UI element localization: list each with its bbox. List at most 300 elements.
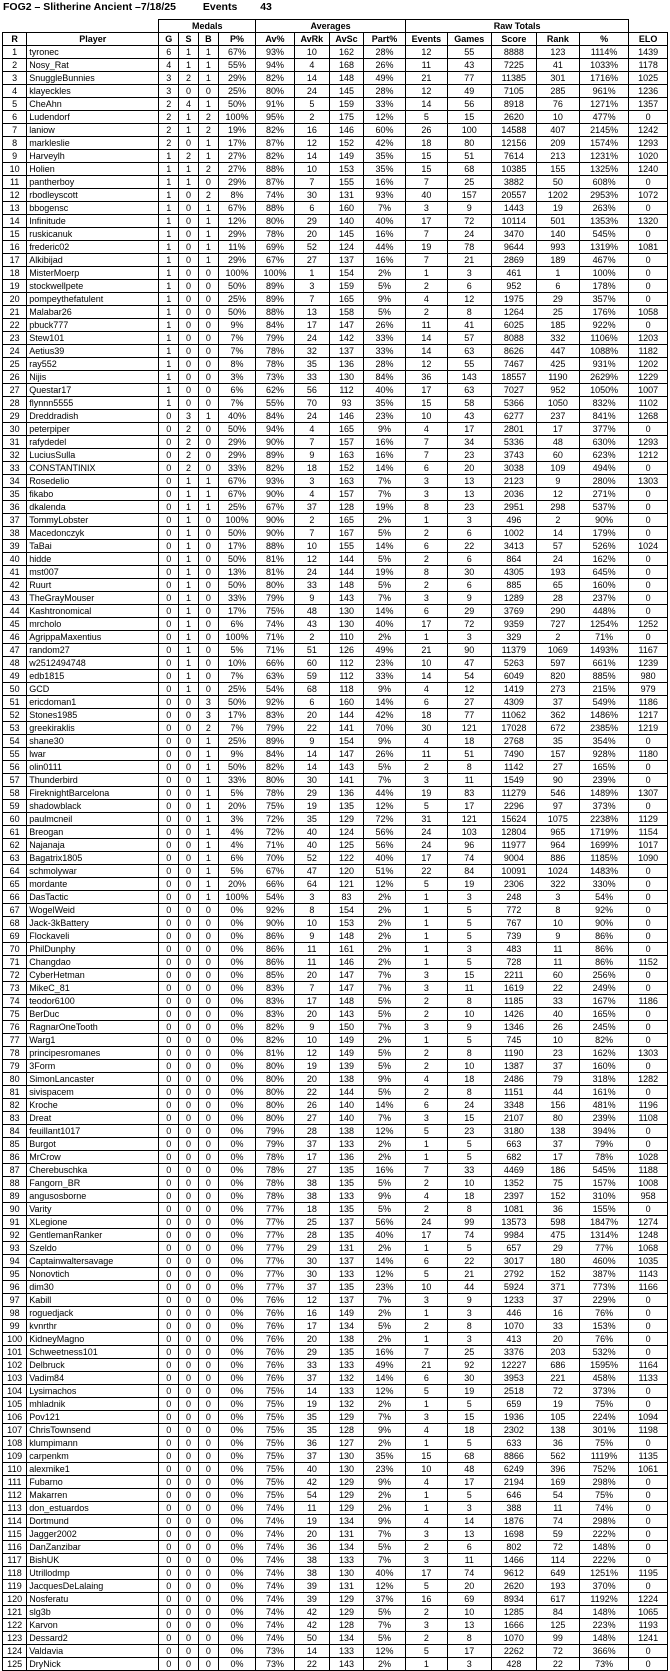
cell-elo: 1307	[629, 787, 668, 800]
cell-podium-pct: 0%	[218, 1411, 255, 1424]
cell-participation-pct: 2%	[364, 1398, 406, 1411]
cell-gold: 0	[159, 1164, 179, 1177]
cell-rank: 112	[3, 1489, 27, 1502]
column-header-participation-pct: Part%	[364, 33, 406, 46]
cell-silver: 0	[179, 826, 199, 839]
cell-player: mrcholo	[27, 618, 159, 631]
cell-rank: 77	[3, 1034, 27, 1047]
cell-avg-rank: 9	[294, 735, 329, 748]
cell-raw-rank: 964	[536, 839, 579, 852]
cell-total-pct: 90%	[579, 917, 629, 930]
cell-avg-score: 112	[329, 657, 363, 670]
cell-podium-pct: 20%	[218, 800, 255, 813]
cell-events: 18	[405, 137, 447, 150]
cell-participation-pct: 56%	[364, 1216, 406, 1229]
cell-bronze: 0	[198, 527, 218, 540]
cell-score: 13573	[491, 1216, 536, 1229]
table-row	[3, 1216, 668, 1229]
cell-games: 22	[447, 1255, 491, 1268]
cell-events: 3	[405, 1294, 447, 1307]
cell-games: 3	[447, 1307, 491, 1320]
cell-avg-score: 139	[329, 1060, 363, 1073]
table-row	[3, 930, 668, 943]
cell-avg-score: 148	[329, 995, 363, 1008]
cell-silver: 3	[179, 410, 199, 423]
cell-participation-pct: 44%	[364, 241, 406, 254]
cell-silver: 0	[179, 813, 199, 826]
cell-elo: 0	[629, 1554, 668, 1567]
cell-bronze: 1	[198, 150, 218, 163]
cell-games: 49	[447, 85, 491, 98]
cell-games: 11	[447, 1554, 491, 1567]
cell-score: 663	[491, 1138, 536, 1151]
table-row	[3, 1112, 668, 1125]
cell-games: 8	[447, 1086, 491, 1099]
cell-avg-pct: 63%	[256, 670, 295, 683]
cell-raw-rank: 40	[536, 1008, 579, 1021]
cell-score: 1346	[491, 1021, 536, 1034]
cell-avg-pct: 77%	[256, 1229, 295, 1242]
table-row	[3, 371, 668, 384]
cell-avg-score: 154	[329, 735, 363, 748]
cell-podium-pct: 0%	[218, 1580, 255, 1593]
cell-avg-score: 140	[329, 215, 363, 228]
cell-podium-pct: 0%	[218, 1138, 255, 1151]
cell-elo: 1152	[629, 956, 668, 969]
cell-score: 1975	[491, 293, 536, 306]
cell-podium-pct: 67%	[218, 488, 255, 501]
cell-participation-pct: 12%	[364, 1125, 406, 1138]
cell-gold: 0	[159, 1411, 179, 1424]
cell-avg-rank: 4	[294, 423, 329, 436]
cell-gold: 0	[159, 514, 179, 527]
cell-avg-rank: 20	[294, 709, 329, 722]
cell-silver: 4	[179, 98, 199, 111]
cell-avg-score: 165	[329, 423, 363, 436]
cell-avg-pct: 74%	[256, 1567, 295, 1580]
cell-raw-rank: 22	[536, 982, 579, 995]
cell-avg-score: 138	[329, 1125, 363, 1138]
cell-bronze: 2	[198, 722, 218, 735]
cell-total-pct: 162%	[579, 553, 629, 566]
cell-rank: 23	[3, 332, 27, 345]
cell-silver: 1	[179, 514, 199, 527]
cell-score: 2792	[491, 1268, 536, 1281]
cell-total-pct: 86%	[579, 943, 629, 956]
cell-score: 1936	[491, 1411, 536, 1424]
cell-events: 6	[405, 540, 447, 553]
cell-games: 8	[447, 1047, 491, 1060]
cell-avg-rank: 35	[294, 1411, 329, 1424]
cell-avg-rank: 37	[294, 1372, 329, 1385]
cell-rank: 44	[3, 605, 27, 618]
cell-avg-rank: 9	[294, 449, 329, 462]
cell-total-pct: 366%	[579, 1645, 629, 1658]
cell-avg-score: 143	[329, 592, 363, 605]
cell-raw-rank: 54	[536, 1489, 579, 1502]
cell-raw-rank: 193	[536, 566, 579, 579]
cell-raw-rank: 72	[536, 1645, 579, 1658]
cell-games: 23	[447, 449, 491, 462]
cell-bronze: 0	[198, 371, 218, 384]
cell-gold: 0	[159, 449, 179, 462]
cell-avg-pct: 83%	[256, 982, 295, 995]
table-row	[3, 1125, 668, 1138]
cell-player: Stones1985	[27, 709, 159, 722]
cell-podium-pct: 0%	[218, 1632, 255, 1645]
cell-participation-pct: 2%	[364, 267, 406, 280]
cell-elo: 980	[629, 670, 668, 683]
table-row	[3, 1190, 668, 1203]
cell-silver: 0	[179, 1021, 199, 1034]
cell-score: 3953	[491, 1372, 536, 1385]
cell-events: 19	[405, 787, 447, 800]
cell-games: 5	[447, 904, 491, 917]
cell-games: 96	[447, 839, 491, 852]
cell-player: Aetius39	[27, 345, 159, 358]
cell-avg-rank: 38	[294, 1554, 329, 1567]
cell-avg-rank: 38	[294, 1567, 329, 1580]
cell-games: 157	[447, 189, 491, 202]
cell-elo: 1090	[629, 852, 668, 865]
cell-total-pct: 77%	[579, 1242, 629, 1255]
cell-avg-pct: 92%	[256, 904, 295, 917]
cell-podium-pct: 3%	[218, 371, 255, 384]
cell-events: 4	[405, 735, 447, 748]
cell-avg-rank: 42	[294, 1619, 329, 1632]
cell-events: 12	[405, 46, 447, 59]
cell-participation-pct: 5%	[364, 527, 406, 540]
cell-raw-rank: 10	[536, 111, 579, 124]
cell-gold: 0	[159, 553, 179, 566]
cell-gold: 0	[159, 527, 179, 540]
cell-score: 3038	[491, 462, 536, 475]
cell-bronze: 0	[198, 1073, 218, 1086]
cell-player: MrCrow	[27, 1151, 159, 1164]
cell-avg-score: 124	[329, 826, 363, 839]
cell-podium-pct: 7%	[218, 397, 255, 410]
table-row	[3, 761, 668, 774]
cell-player: RagnarOneTooth	[27, 1021, 159, 1034]
cell-avg-score: 132	[329, 1398, 363, 1411]
cell-participation-pct: 7%	[364, 488, 406, 501]
cell-player: pbuck777	[27, 319, 159, 332]
cell-rank: 59	[3, 800, 27, 813]
cell-rank: 58	[3, 787, 27, 800]
cell-participation-pct: 49%	[364, 1359, 406, 1372]
column-header-elo: ELO	[629, 33, 668, 46]
cell-games: 27	[447, 696, 491, 709]
cell-player: ericdoman1	[27, 696, 159, 709]
cell-elo: 0	[629, 1294, 668, 1307]
cell-games: 3	[447, 267, 491, 280]
cell-score: 1426	[491, 1008, 536, 1021]
cell-gold: 0	[159, 1099, 179, 1112]
cell-bronze: 0	[198, 1645, 218, 1658]
cell-bronze: 0	[198, 1372, 218, 1385]
cell-elo: 1241	[629, 1632, 668, 1645]
cell-bronze: 0	[198, 1190, 218, 1203]
cell-bronze: 0	[198, 1437, 218, 1450]
cell-elo: 1188	[629, 1164, 668, 1177]
cell-raw-rank: 152	[536, 1190, 579, 1203]
cell-rank: 14	[3, 215, 27, 228]
cell-player: Najanaja	[27, 839, 159, 852]
cell-events: 2	[405, 1606, 447, 1619]
cell-avg-score: 133	[329, 1138, 363, 1151]
cell-gold: 0	[159, 1073, 179, 1086]
cell-avg-score: 134	[329, 1632, 363, 1645]
cell-elo: 0	[629, 1489, 668, 1502]
cell-events: 7	[405, 1164, 447, 1177]
cell-bronze: 0	[198, 436, 218, 449]
cell-participation-pct: 14%	[364, 1372, 406, 1385]
cell-podium-pct: 0%	[218, 1398, 255, 1411]
cell-podium-pct: 29%	[218, 72, 255, 85]
cell-elo: 1320	[629, 215, 668, 228]
cell-avg-pct: 79%	[256, 722, 295, 735]
cell-avg-rank: 20	[294, 1073, 329, 1086]
cell-avg-rank: 38	[294, 1177, 329, 1190]
cell-avg-score: 147	[329, 319, 363, 332]
cell-avg-pct: 90%	[256, 527, 295, 540]
cell-games: 17	[447, 423, 491, 436]
cell-avg-pct: 83%	[256, 1008, 295, 1021]
cell-total-pct: 2238%	[579, 813, 629, 826]
cell-avg-rank: 1	[294, 267, 329, 280]
cell-avg-score: 135	[329, 1203, 363, 1216]
cell-gold: 0	[159, 1021, 179, 1034]
cell-avg-pct: 76%	[256, 1359, 295, 1372]
cell-player: roguedjack	[27, 1307, 159, 1320]
cell-score: 11977	[491, 839, 536, 852]
cell-avg-rank: 19	[294, 800, 329, 813]
cell-events: 26	[405, 124, 447, 137]
cell-gold: 0	[159, 735, 179, 748]
cell-bronze: 0	[198, 1489, 218, 1502]
cell-raw-rank: 33	[536, 995, 579, 1008]
cell-avg-score: 130	[329, 1463, 363, 1476]
cell-silver: 0	[179, 800, 199, 813]
cell-silver: 0	[179, 852, 199, 865]
cell-rank: 66	[3, 891, 27, 904]
cell-avg-pct: 74%	[256, 1606, 295, 1619]
table-row	[3, 1034, 668, 1047]
cell-avg-pct: 78%	[256, 787, 295, 800]
cell-avg-pct: 80%	[256, 774, 295, 787]
cell-total-pct: 1119%	[579, 1450, 629, 1463]
cell-participation-pct: 5%	[364, 1541, 406, 1554]
cell-elo: 1293	[629, 436, 668, 449]
cell-raw-rank: 37	[536, 696, 579, 709]
table-row	[3, 1138, 668, 1151]
cell-avg-rank: 56	[294, 384, 329, 397]
cell-elo: 1129	[629, 813, 668, 826]
cell-gold: 1	[159, 267, 179, 280]
table-body	[3, 46, 668, 1671]
cell-raw-rank: 2	[536, 514, 579, 527]
cell-gold: 0	[159, 995, 179, 1008]
cell-rank: 79	[3, 1060, 27, 1073]
cell-games: 8	[447, 995, 491, 1008]
cell-podium-pct: 0%	[218, 1502, 255, 1515]
table-row	[3, 1359, 668, 1372]
cell-events: 1	[405, 267, 447, 280]
cell-avg-pct: 80%	[256, 1060, 295, 1073]
cell-games: 8	[447, 1632, 491, 1645]
cell-score: 10091	[491, 865, 536, 878]
table-row	[3, 1593, 668, 1606]
cell-score: 18557	[491, 371, 536, 384]
cell-games: 6	[447, 280, 491, 293]
cell-games: 10	[447, 1177, 491, 1190]
cell-player: dim30	[27, 1281, 159, 1294]
cell-player: Nosy_Rat	[27, 59, 159, 72]
cell-raw-rank: 965	[536, 826, 579, 839]
cell-bronze: 0	[198, 1242, 218, 1255]
cell-podium-pct: 0%	[218, 1567, 255, 1580]
cell-rank: 50	[3, 683, 27, 696]
cell-avg-rank: 2	[294, 631, 329, 644]
cell-bronze: 0	[198, 384, 218, 397]
cell-raw-rank: 475	[536, 1229, 579, 1242]
cell-avg-pct: 77%	[256, 1268, 295, 1281]
cell-total-pct: 82%	[579, 1034, 629, 1047]
cell-score: 2262	[491, 1645, 536, 1658]
cell-events: 2	[405, 1060, 447, 1073]
cell-avg-pct: 72%	[256, 826, 295, 839]
cell-silver: 0	[179, 1346, 199, 1359]
cell-raw-rank: 727	[536, 618, 579, 631]
cell-games: 43	[447, 59, 491, 72]
cell-rank: 37	[3, 514, 27, 527]
cell-player: Flockaveli	[27, 930, 159, 943]
cell-raw-rank: 1202	[536, 189, 579, 202]
cell-silver: 0	[179, 1424, 199, 1437]
cell-games: 15	[447, 969, 491, 982]
cell-avg-rank: 29	[294, 215, 329, 228]
cell-avg-score: 121	[329, 878, 363, 891]
cell-player: ray552	[27, 358, 159, 371]
cell-raw-rank: 686	[536, 1359, 579, 1372]
cell-games: 69	[447, 1593, 491, 1606]
cell-silver: 0	[179, 267, 199, 280]
cell-player: MikeC_81	[27, 982, 159, 995]
cell-avg-score: 133	[329, 1554, 363, 1567]
cell-player: flynnn5555	[27, 397, 159, 410]
cell-podium-pct: 0%	[218, 1268, 255, 1281]
cell-score: 7490	[491, 748, 536, 761]
cell-podium-pct: 4%	[218, 839, 255, 852]
cell-score: 633	[491, 1437, 536, 1450]
cell-avg-pct: 78%	[256, 358, 295, 371]
cell-player: MisterMoerp	[27, 267, 159, 280]
cell-score: 7105	[491, 85, 536, 98]
cell-avg-pct: 80%	[256, 579, 295, 592]
cell-bronze: 0	[198, 1554, 218, 1567]
cell-silver: 0	[179, 1268, 199, 1281]
cell-player: shane30	[27, 735, 159, 748]
cell-total-pct: 467%	[579, 254, 629, 267]
cell-player: TommyLobster	[27, 514, 159, 527]
cell-avg-pct: 79%	[256, 1125, 295, 1138]
cell-raw-rank: 617	[536, 1593, 579, 1606]
cell-avg-rank: 19	[294, 1060, 329, 1073]
table-row	[3, 1047, 668, 1060]
cell-avg-score: 127	[329, 1437, 363, 1450]
cell-avg-pct: 87%	[256, 176, 295, 189]
cell-avg-score: 130	[329, 1450, 363, 1463]
cell-bronze: 0	[198, 1125, 218, 1138]
cell-avg-pct: 88%	[256, 306, 295, 319]
cell-silver: 0	[179, 956, 199, 969]
cell-gold: 0	[159, 865, 179, 878]
cell-events: 4	[405, 1515, 447, 1528]
cell-player: Kashtronomical	[27, 605, 159, 618]
cell-avg-pct: 87%	[256, 137, 295, 150]
cell-score: 1549	[491, 774, 536, 787]
cell-avg-rank: 35	[294, 1424, 329, 1437]
cell-bronze: 1	[198, 839, 218, 852]
cell-avg-score: 132	[329, 1372, 363, 1385]
cell-player: Utrillodmp	[27, 1567, 159, 1580]
cell-games: 30	[447, 566, 491, 579]
cell-podium-pct: 3%	[218, 813, 255, 826]
cell-player: Jack-3kBattery	[27, 917, 159, 930]
cell-rank: 114	[3, 1515, 27, 1528]
cell-games: 15	[447, 1112, 491, 1125]
cell-podium-pct: 25%	[218, 735, 255, 748]
cell-avg-rank: 6	[294, 202, 329, 215]
cell-avg-score: 157	[329, 488, 363, 501]
cell-player: GCD	[27, 683, 159, 696]
cell-elo: 1007	[629, 384, 668, 397]
cell-gold: 0	[159, 1034, 179, 1047]
cell-rank: 49	[3, 670, 27, 683]
cell-elo: 0	[629, 1346, 668, 1359]
cell-participation-pct: 7%	[364, 774, 406, 787]
cell-rank: 103	[3, 1372, 27, 1385]
cell-avg-pct: 78%	[256, 1151, 295, 1164]
cell-avg-pct: 88%	[256, 540, 295, 553]
cell-participation-pct: 16%	[364, 449, 406, 462]
table-row	[3, 982, 668, 995]
cell-rank: 106	[3, 1411, 27, 1424]
cell-score: 864	[491, 553, 536, 566]
cell-events: 1	[405, 1333, 447, 1346]
table-row	[3, 514, 668, 527]
cell-total-pct: 74%	[579, 1502, 629, 1515]
cell-avg-score: 147	[329, 748, 363, 761]
cell-score: 7467	[491, 358, 536, 371]
cell-total-pct: 460%	[579, 1255, 629, 1268]
cell-player: Warg1	[27, 1034, 159, 1047]
cell-bronze: 1	[198, 865, 218, 878]
cell-total-pct: 298%	[579, 1515, 629, 1528]
table-row	[3, 1645, 668, 1658]
cell-podium-pct: 0%	[218, 1476, 255, 1489]
cell-elo: 1102	[629, 397, 668, 410]
cell-score: 802	[491, 1541, 536, 1554]
cell-games: 63	[447, 345, 491, 358]
cell-elo: 0	[629, 592, 668, 605]
cell-avg-pct: 100%	[256, 267, 295, 280]
cell-avg-score: 126	[329, 644, 363, 657]
cell-avg-score: 148	[329, 930, 363, 943]
cell-total-pct: 249%	[579, 982, 629, 995]
cell-podium-pct: 6%	[218, 384, 255, 397]
table-row	[3, 605, 668, 618]
